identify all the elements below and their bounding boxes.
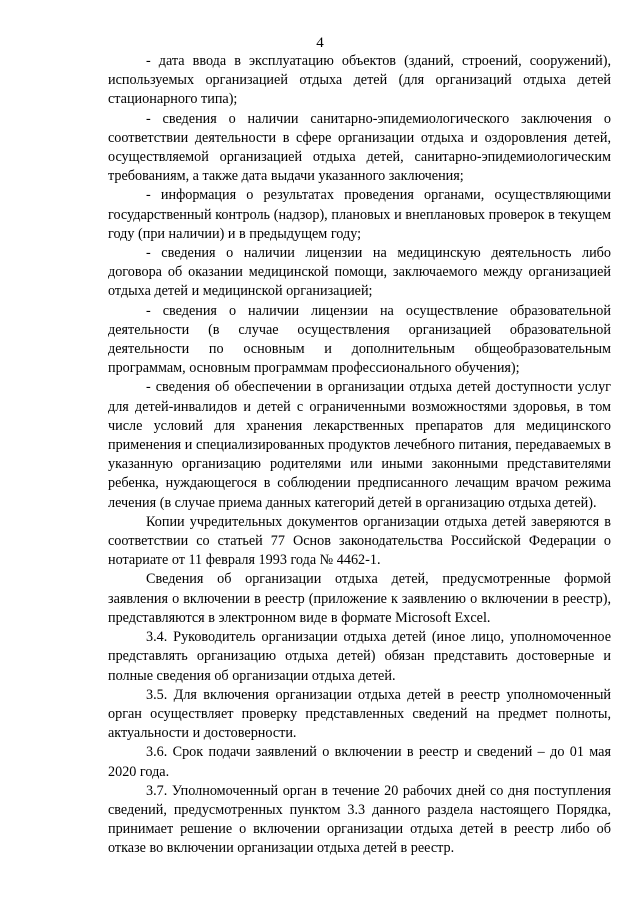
page-number: 4 (316, 35, 324, 51)
paragraph-section-3-6: 3.6. Срок подачи заявлений о включении в реестр и сведений – до 01 мая 2020 года. (108, 744, 611, 780)
paragraph-medical-license: - сведения о наличии лицензии на медицинскую деятельность либо договора об оказании медицинской помощи, заключаемого между организацией отдыха детей и медицинской организацией; (108, 245, 611, 300)
paragraph-founding-documents: Копии учредительных документов организации отдыха детей заверяются в соответствии со статьей 77 Основ законодательства Российской Федерации о нотариате от 11 февраля 1993 года № 4462-1. (108, 513, 611, 569)
paragraph-section-3-4: 3.4. Руководитель организации отдыха детей (иное лицо, уполномоченное представлять организацию отдыха детей) обязан представить достоверные и полные сведения об организации отдыха детей. (108, 629, 611, 684)
document-body (108, 52, 611, 859)
paragraph-section-3-5: 3.5. Для включения организации отдыха детей в реестр уполномоченный орган осуществляет проверку представленных сведений на предмет полноты, актуальности и достоверности. (108, 686, 611, 742)
paragraph-sanitary-conclusion: - сведения о наличии санитарно-эпидемиологического заключения о соответствии деятельности в сфере организации отдыха и оздоровления детей, осуществляемой организацией отдыха детей, санитарно-эпидемиологическим требованиям, а также дата выдачи указанного заключения; (108, 110, 611, 185)
paragraph-accessibility: - сведения об обеспечении в организации отдыха детей доступности услуг для детей-инвалидов и детей с ограниченными возможностями здоровья, в том числе условий для хранения лекарственных препаратов для медицинского применения и специализированных продуктов лечебного питания, передаваемых в указанную организацию родителями или иными законными представителями ребенка, нуждающегося в соблюдении предписанного лечащим врачом режима лечения (в случае приема данных категорий детей в организацию отдыха детей). (108, 379, 611, 511)
paragraph-education-license: - сведения о наличии лицензии на осуществление образовательной деятельности (в случае осуществления организацией образовательной деятельности по основным и дополнительным общеобразовательным программам, основным программам профессионального обучения); (108, 302, 611, 377)
paragraph-inspection-results: - информация о результатах проведения органами, осуществляющими государственный контроль (надзор), плановых и внеплановых проверок в текущем году (при наличии) и в предыдущем году; (108, 187, 611, 242)
paragraph-commissioning-date: - дата ввода в эксплуатацию объектов (зданий, строений, сооружений), используемых организацией отдыха детей (для организаций отдыха детей стационарного типа); (108, 53, 611, 108)
paragraph-section-3-7: 3.7. Уполномоченный орган в течение 20 рабочих дней со дня поступления сведений, предусмотренных пунктом 3.3 данного раздела настоящего Порядка, принимает решение о включении организации отдыха детей в реестр либо об отказе во включении организации отдыха детей в реестр. (108, 782, 611, 857)
paragraph-electronic-format: Сведения об организации отдыха детей, предусмотренные формой заявления о включении в реестр (приложение к заявлению о включении в реестр), представляются в электронном виде в формате Microsoft Excel. (108, 571, 611, 626)
